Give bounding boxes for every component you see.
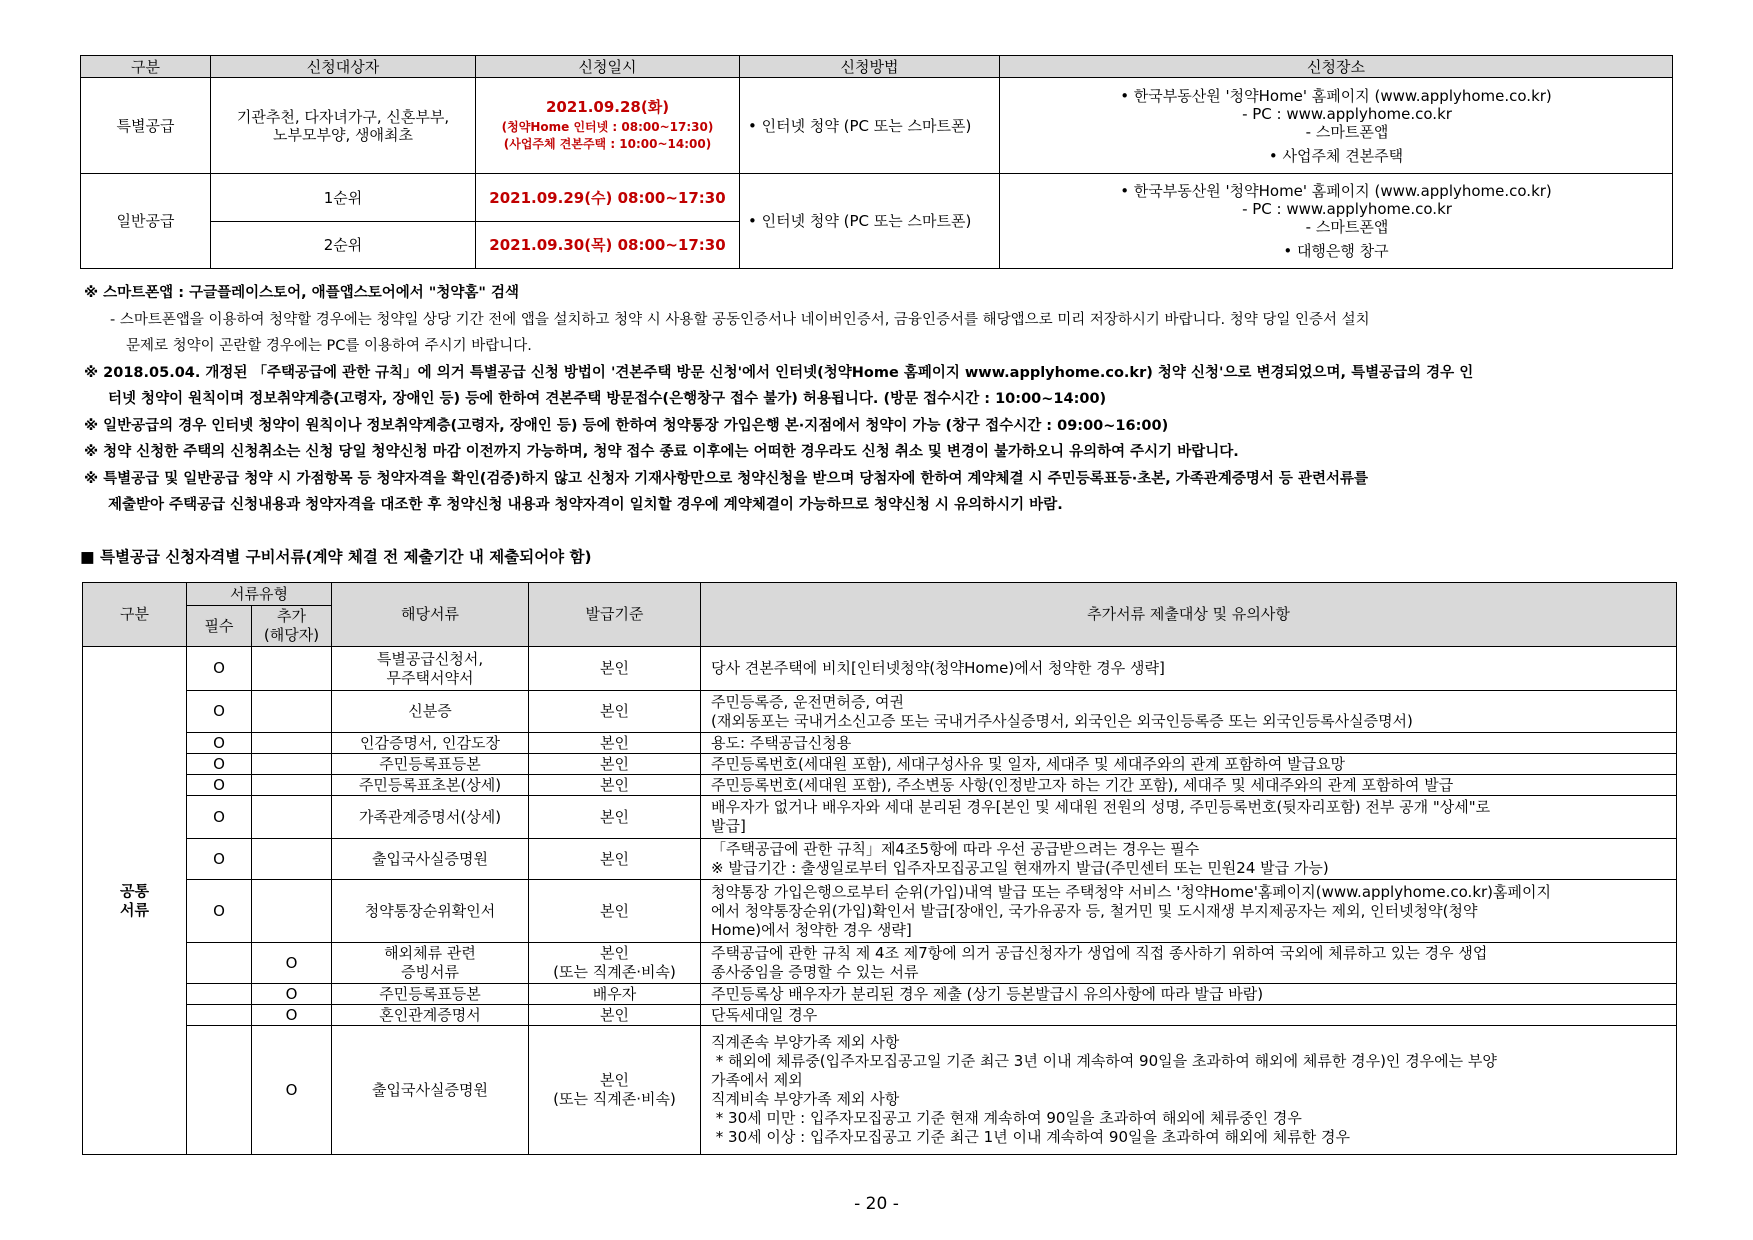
required-mark <box>187 1005 252 1026</box>
place-item: - 스마트폰앱 <box>1305 122 1389 141</box>
document-notes-line: 주택공급에 관한 규칙 제 4조 제7항에 의거 공급신청자가 생업에 직접 종사하기 위하여 국외에 체류하고 있는 경우 생업 <box>711 944 1488 962</box>
additional-mark: O <box>252 984 332 1005</box>
issue-basis <box>529 880 701 943</box>
document-name-line: 신분증 <box>408 702 452 720</box>
document-name <box>332 839 529 880</box>
table-row <box>83 1005 1677 1026</box>
document-notes-line: 당사 견본주택에 비치[인터넷청약(청약Home)에서 청약한 경우 생략] <box>711 659 1165 677</box>
header-document: 해당서류 <box>332 583 529 647</box>
place-item: • 사업주체 견본주택 <box>1268 146 1404 165</box>
additional-mark <box>252 796 332 839</box>
category-special: 특별공급 <box>81 78 211 174</box>
place-item: - PC : www.applyhome.co.kr <box>1242 104 1452 123</box>
document-notes <box>701 880 1677 943</box>
table-header-row <box>83 583 1677 606</box>
document-notes-line: 배우자가 없거나 배우자와 세대 분리된 경우[본인 및 세대원 전원의 성명, 주민등록번호(뒷자리포함) 전부 공개 "상세"로 <box>711 798 1491 816</box>
table-row-special <box>81 78 1673 174</box>
category-common-documents <box>83 647 187 1155</box>
document-notes <box>701 733 1677 754</box>
target-line: 기관추천, 다자녀가구, 신혼부부, <box>236 107 450 126</box>
table-row <box>83 839 1677 880</box>
document-notes-line: * 30세 이상 : 입주자모집공고 기준 최근 1년 이내 계속하여 90일을 초과하여 해외에 체류한 경우 <box>711 1128 1350 1146</box>
table-row-general-rank1 <box>81 174 1673 222</box>
document-name-line: 해외체류 관련 <box>384 944 476 962</box>
table-row <box>83 754 1677 775</box>
place-general <box>1000 174 1673 269</box>
document-notes-line: 청약통장 가입은행으로부터 순위(가입)내역 발급 또는 주택청약 서비스 '청약Home'홈페이지(www.applyhome.co.kr)홈페이지 <box>711 882 1551 901</box>
required-mark <box>187 1026 252 1155</box>
header-date: 신청일시 <box>476 56 740 78</box>
header-doc-type: 서류유형 <box>187 583 332 606</box>
document-name-line: 청약통장순위확인서 <box>364 901 496 920</box>
document-name-line: 특별공급신청서, <box>376 649 484 668</box>
issue-basis <box>529 984 701 1005</box>
required-mark: O <box>187 839 252 880</box>
issue-basis <box>529 796 701 839</box>
table-row <box>83 880 1677 943</box>
note-smartphone-app-detail: 문제로 청약이 곤란할 경우에는 PC를 이용하여 주시기 바랍니다. <box>126 338 532 354</box>
table-row <box>83 943 1677 984</box>
place-item: • 한국부동산원 '청약Home' 홈페이지 (www.applyhome.co.kr) <box>1120 182 1552 200</box>
issue-basis <box>529 754 701 775</box>
table-row <box>83 691 1677 733</box>
document-name-line: 인감증명서, 인감도장 <box>360 733 500 752</box>
table-header-row <box>81 56 1673 78</box>
document-name-line: 출입국사실증명원 <box>372 849 488 868</box>
required-mark <box>187 943 252 984</box>
note-smartphone-app: ※ 스마트폰앱 : 구글플레이스토어, 애플앱스토어에서 "청약홈" 검색 <box>84 285 519 301</box>
header-additional <box>252 606 332 647</box>
document-notes <box>701 775 1677 796</box>
document-notes-line: 가족에서 제외 <box>711 1071 803 1089</box>
issue-basis-line: 본인 <box>600 733 629 752</box>
note-verification: ※ 특별공급 및 일반공급 청약 시 가점항목 등 청약자격을 확인(검증)하지 않고 신청자 기재사항만으로 청약신청을 받으며 당첨자에 한하여 계약체결 시 주민등록표등·초본, 가족관계증명서 등 관련서류를 <box>84 470 1368 487</box>
table-row <box>83 647 1677 691</box>
document-name-line: 주민등록표초본(상세) <box>358 775 502 794</box>
issue-basis-line: 본인 <box>600 944 629 962</box>
document-notes <box>701 796 1677 839</box>
note-rule-change-cont: 터넷 청약이 원칙이며 정보취약계층(고령자, 장애인 등) 등에 한하여 견본주택 방문접수(은행창구 접수 불가) 허용됩니다. (방문 접수시간 : 10:00~14:00) <box>108 391 1107 407</box>
required-mark: O <box>187 880 252 943</box>
additional-mark <box>252 647 332 691</box>
document-notes <box>701 1026 1677 1155</box>
issue-basis-line: (또는 직계존·비속) <box>553 1090 676 1108</box>
additional-mark <box>252 880 332 943</box>
header-method: 신청방법 <box>740 56 1000 78</box>
header-category: 구분 <box>83 583 187 647</box>
section-title-required-documents: ■ 특별공급 신청자격별 구비서류(계약 체결 전 제출기간 내 제출되어야 함) <box>80 548 592 566</box>
issue-basis-line: 본인 <box>600 702 629 720</box>
document-name-line: 무주택서약서 <box>386 668 474 687</box>
category-line: 서류 <box>120 900 149 919</box>
table-row <box>83 1026 1677 1155</box>
issue-basis <box>529 839 701 880</box>
document-name-line: 혼인관계증명서 <box>379 1005 481 1024</box>
document-name <box>332 775 529 796</box>
document-notes-line: Home)에서 청약한 경우 생략] <box>711 920 912 939</box>
page-number: - 20 - <box>854 1194 899 1214</box>
document-name-line: 증빙서류 <box>401 963 459 981</box>
document-name <box>332 754 529 775</box>
header-category: 구분 <box>81 56 211 78</box>
document-notes-line: ※ 발급기간 : 출생일로부터 입주자모집공고일 현재까지 발급(주민센터 또는 민원24 발급 가능) <box>711 859 1329 877</box>
additional-mark: O <box>252 1005 332 1026</box>
issue-basis-line: 본인 <box>600 754 629 773</box>
required-mark: O <box>187 733 252 754</box>
document-notes-line: 주민등록번호(세대원 포함), 세대구성사유 및 일자, 세대주 및 세대주와의 관계 포함하여 발급요망 <box>711 754 1346 773</box>
category-general: 일반공급 <box>81 174 211 269</box>
issue-basis <box>529 1005 701 1026</box>
document-notes-line: 발급] <box>711 817 746 835</box>
additional-mark <box>252 733 332 754</box>
document-name-line: 가족관계증명서(상세) <box>358 807 502 826</box>
document-name <box>332 691 529 733</box>
general-date-rank2: 2021.09.30(목) 08:00~17:30 <box>476 222 740 269</box>
issue-basis <box>529 775 701 796</box>
document-notes-line: 용도: 주택공급신청용 <box>711 733 852 752</box>
issue-basis-line: 본인 <box>600 775 629 794</box>
table-row <box>83 775 1677 796</box>
note-cancellation: ※ 청약 신청한 주택의 신청취소는 신청 당일 청약신청 마감 이전까지 가능하며, 청약 접수 종료 이후에는 어떠한 경우라도 신청 취소 및 변경이 불가하오니 유의하여 주시기 바랍니다. <box>84 444 1239 460</box>
required-mark <box>187 984 252 1005</box>
special-date: 2021.09.28(화) <box>545 98 670 116</box>
header-target: 신청대상자 <box>211 56 476 78</box>
document-notes <box>701 984 1677 1005</box>
required-mark: O <box>187 796 252 839</box>
method-general: • 인터넷 청약 (PC 또는 스마트폰) <box>740 174 1000 269</box>
document-notes-line: 주민등록상 배우자가 분리된 경우 제출 (상기 등본발급시 유의사항에 따라 발급 바람) <box>711 984 1264 1003</box>
document-notes <box>701 1005 1677 1026</box>
header-additional-line: (해당자) <box>263 626 320 644</box>
document-notes-line: 주민등록증, 운전면허증, 여권 <box>711 692 904 711</box>
category-line: 공통 <box>120 881 149 900</box>
target-special <box>211 78 476 174</box>
required-mark: O <box>187 691 252 733</box>
table-row <box>83 984 1677 1005</box>
document-notes-line: * 30세 미만 : 입주자모집공고 기준 현재 계속하여 90일을 초과하여 해외에 체류중인 경우 <box>711 1109 1302 1127</box>
place-item: - PC : www.applyhome.co.kr <box>1242 200 1452 218</box>
document-notes <box>701 839 1677 880</box>
issue-basis-line: 본인 <box>600 807 629 826</box>
issue-basis-line: 본인 <box>600 849 629 868</box>
issue-basis-line: (또는 직계존·비속) <box>553 963 676 981</box>
document-notes <box>701 943 1677 984</box>
issue-basis-line: 배우자 <box>592 984 637 1003</box>
issue-basis-line: 본인 <box>600 1005 629 1024</box>
issue-basis <box>529 733 701 754</box>
additional-mark <box>252 754 332 775</box>
issue-basis <box>529 943 701 984</box>
additional-mark <box>252 839 332 880</box>
document-name-line: 주민등록표등본 <box>379 984 481 1003</box>
document-name <box>332 943 529 984</box>
document-name <box>332 647 529 691</box>
special-time-model-house: (사업주체 견본주택 : 10:00~14:00) <box>503 137 712 151</box>
document-name <box>332 1026 529 1155</box>
document-notes-line: 단독세대일 경우 <box>711 1005 818 1024</box>
additional-mark: O <box>252 1026 332 1155</box>
place-item: • 한국부동산원 '청약Home' 홈페이지 (www.applyhome.co.kr) <box>1120 86 1552 105</box>
additional-mark <box>252 691 332 733</box>
table-row <box>83 733 1677 754</box>
issue-basis-line: 본인 <box>600 901 629 920</box>
note-smartphone-app-detail: - 스마트폰앱을 이용하여 청약할 경우에는 청약일 상당 기간 전에 앱을 설치하고 청약 시 사용할 공동인증서나 네이버인증서, 금융인증서를 해당앱으로 미리 저장하시기 바랍니다. 청약 당일 인증서 설치 <box>110 311 1370 328</box>
rank-1: 1순위 <box>211 174 476 222</box>
document-name-line: 출입국사실증명원 <box>372 1080 488 1099</box>
place-special <box>1000 78 1673 174</box>
document-notes-line: 직계비속 부양가족 제외 사항 <box>711 1090 900 1108</box>
header-additional-line: 추가 <box>277 607 306 625</box>
additional-mark: O <box>252 943 332 984</box>
required-mark: O <box>187 775 252 796</box>
required-mark: O <box>187 754 252 775</box>
header-place: 신청장소 <box>1000 56 1673 78</box>
application-schedule-table <box>80 55 1673 269</box>
document-name-line: 주민등록표등본 <box>379 754 481 773</box>
document-notes-line: * 해외에 체류중(입주자모집공고일 기준 최근 3년 이내 계속하여 90일을 초과하여 해외에 체류한 경우)인 경우에는 부양 <box>711 1052 1497 1070</box>
document-name <box>332 733 529 754</box>
note-verification-cont: 제출받아 주택공급 신청내용과 청약자격을 대조한 후 청약신청 내용과 청약자격이 일치할 경우에 계약체결이 가능하므로 청약신청 시 유의하시기 바람. <box>108 497 1063 513</box>
place-item: - 스마트폰앱 <box>1305 218 1389 236</box>
issue-basis-line: 본인 <box>600 659 629 677</box>
document-name <box>332 984 529 1005</box>
required-mark: O <box>187 647 252 691</box>
place-item: • 대행은행 창구 <box>1283 242 1389 260</box>
document-notes-line: 직계존속 부양가족 제외 사항 <box>711 1033 900 1051</box>
document-notes-line: 「주택공급에 관한 규칙」제4조5항에 따라 우선 공급받으려는 경우는 필수 <box>711 840 1200 858</box>
notes-section <box>84 280 1684 519</box>
additional-mark <box>252 775 332 796</box>
document-notes-line: (재외동포는 국내거소신고증 또는 국내거주사실증명서, 외국인은 외국인등록증 또는 외국인등록사실증명서) <box>711 711 1413 730</box>
document-notes-line: 종사중임을 증명할 수 있는 서류 <box>711 963 919 981</box>
table-row <box>83 796 1677 839</box>
document-notes-line: 주민등록번호(세대원 포함), 주소변동 사항(인정받고자 하는 기간 포함), 세대주 및 세대주와의 관계 포함하여 발급 <box>711 775 1454 794</box>
header-issue-basis: 발급기준 <box>529 583 701 647</box>
issue-basis <box>529 647 701 691</box>
header-notes: 추가서류 제출대상 및 유의사항 <box>701 583 1677 647</box>
header-required: 필수 <box>187 606 252 647</box>
document-notes <box>701 754 1677 775</box>
required-documents-table <box>82 582 1677 1155</box>
target-line: 노부모부양, 생애최초 <box>273 125 413 144</box>
document-name <box>332 1005 529 1026</box>
rank-2: 2순위 <box>211 222 476 269</box>
document-notes <box>701 647 1677 691</box>
document-notes-line: 에서 청약통장순위(가입)확인서 발급[장애인, 국가유공자 등, 철거민 및 도시재생 부지제공자는 제외, 인터넷청약(청약 <box>711 901 1478 920</box>
issue-basis <box>529 1026 701 1155</box>
note-rule-change: ※ 2018.05.04. 개정된 「주택공급에 관한 규칙」에 의거 특별공급 신청 방법이 '견본주택 방문 신청'에서 인터넷(청약Home 홈페이지 www.applyhome.co.kr) 청약 신청'으로 변경되었으며, 특별공급의 경우 인 <box>84 364 1474 381</box>
document-notes <box>701 691 1677 733</box>
issue-basis-line: 본인 <box>600 1071 629 1089</box>
date-special <box>476 78 740 174</box>
document-name <box>332 796 529 839</box>
special-time-online: (청약Home 인터넷 : 08:00~17:30) <box>501 120 714 134</box>
issue-basis <box>529 691 701 733</box>
method-special: • 인터넷 청약 (PC 또는 스마트폰) <box>740 78 1000 174</box>
note-general-supply: ※ 일반공급의 경우 인터넷 청약이 원칙이나 정보취약계층(고령자, 장애인 등) 등에 한하여 청약통장 가입은행 본·지점에서 청약이 가능 (창구 접수시간 : 09:00~16:00) <box>84 417 1169 434</box>
general-date-rank1: 2021.09.29(수) 08:00~17:30 <box>476 174 740 222</box>
document-name <box>332 880 529 943</box>
